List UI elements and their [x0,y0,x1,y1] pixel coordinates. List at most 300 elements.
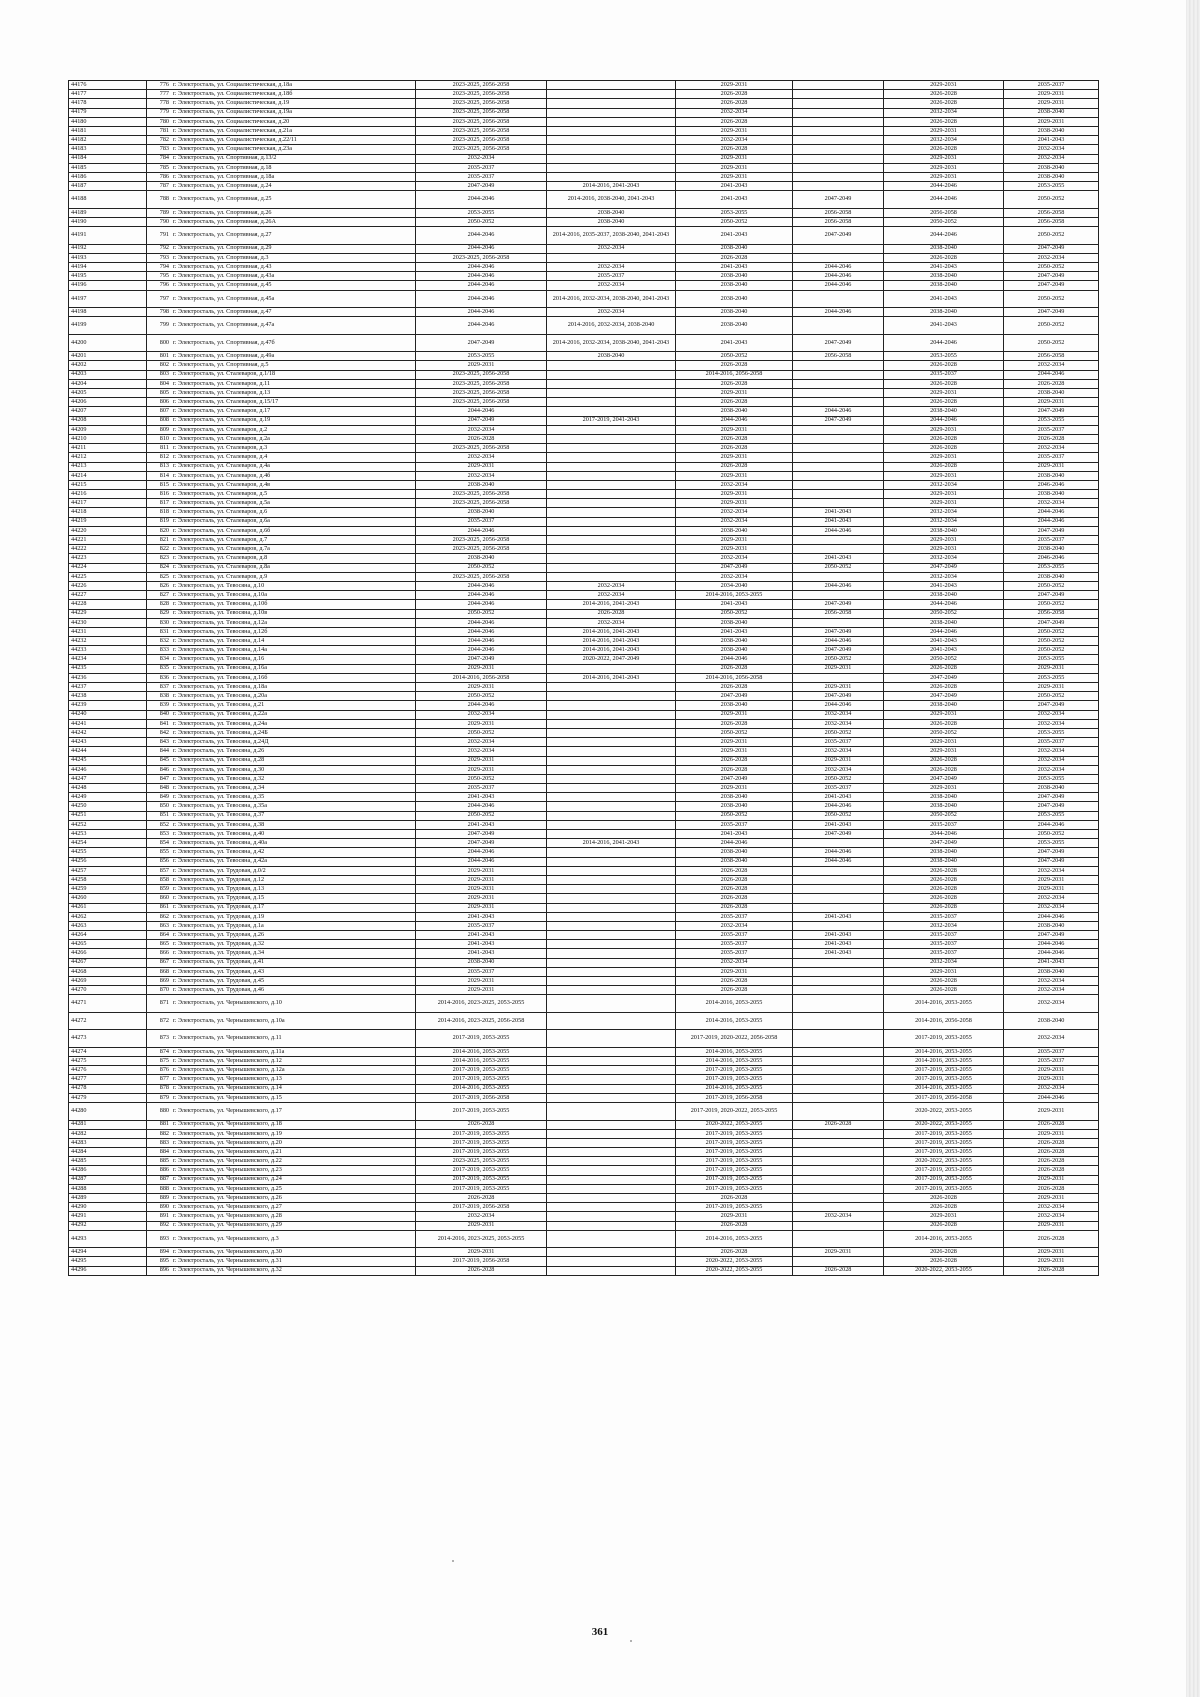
row-id-cell: 44232 [69,637,147,646]
period-cell-2 [547,931,676,940]
row-number-cell: 833 [147,646,172,655]
table-row [69,398,1099,407]
period-cell-2 [547,453,676,462]
period-cell-1: 2041-2043 [416,931,547,940]
table-row [69,379,1099,388]
row-number-cell: 790 [147,217,172,226]
period-cell-3: 2038-2040 [676,793,793,802]
period-cell-6: 2050-2052 [1004,692,1099,701]
period-cell-2 [547,1120,676,1129]
period-cell-3: 2026-2028 [676,145,793,154]
row-number-cell: 784 [147,154,172,163]
period-cell-6: 2029-2031 [1004,875,1099,884]
table-row [69,1129,1099,1138]
period-cell-6: 2047-2049 [1004,802,1099,811]
period-cell-2 [547,1047,676,1056]
period-cell-6: 2056-2058 [1004,217,1099,226]
period-cell-4: 2032-2034 [793,765,884,774]
period-cell-1: 2044-2046 [416,244,547,253]
row-number-cell: 889 [147,1194,172,1203]
period-cell-3: 2026-2028 [676,434,793,443]
table-row [69,627,1099,636]
address-cell: г. Электросталь, ул. Тевосяна, д.37 [171,811,416,820]
row-id-cell: 44200 [69,334,147,352]
period-cell-4: 2047-2049 [793,627,884,636]
period-cell-6: 2032-2034 [1004,710,1099,719]
address-cell: г. Электросталь, ул. Чернышевского, д.25 [171,1184,416,1193]
row-number-cell: 843 [147,738,172,747]
period-cell-3: 2038-2040 [676,290,793,308]
table-row [69,600,1099,609]
period-cell-5: 2038-2040 [884,308,1004,317]
period-cell-3: 2041-2043 [676,334,793,352]
period-cell-6: 2032-2034 [1004,154,1099,163]
row-number-cell: 848 [147,784,172,793]
row-id-cell: 44249 [69,793,147,802]
address-cell: г. Электросталь, ул. Трудовая, д.15 [171,894,416,903]
period-cell-3: 2032-2034 [676,958,793,967]
period-cell-4: 2041-2043 [793,508,884,517]
table-row [69,857,1099,866]
period-cell-4: 2041-2043 [793,554,884,563]
period-cell-6: 2026-2028 [1004,1120,1099,1129]
period-cell-1: 2035-2037 [416,163,547,172]
period-cell-2 [547,1093,676,1102]
period-cell-3: 2038-2040 [676,281,793,290]
period-cell-3: 2026-2028 [676,1194,793,1203]
period-cell-6: 2035-2037 [1004,536,1099,545]
table-row [69,1138,1099,1147]
address-cell: г. Электросталь, ул. Социалистическая, д.20 [171,117,416,126]
row-number-cell: 862 [147,912,172,921]
period-cell-3: 2029-2031 [676,1212,793,1221]
table-row [69,126,1099,135]
row-id-cell: 44206 [69,398,147,407]
period-cell-2 [547,108,676,117]
period-cell-4: 2050-2052 [793,811,884,820]
row-id-cell: 44283 [69,1138,147,1147]
row-number-cell: 780 [147,117,172,126]
table-row [69,1203,1099,1212]
period-cell-2 [547,90,676,99]
period-cell-4 [793,389,884,398]
period-cell-5: 2026-2028 [884,1194,1004,1203]
period-cell-5: 2026-2028 [884,903,1004,912]
period-cell-5: 2041-2043 [884,317,1004,335]
row-number-cell: 804 [147,379,172,388]
period-cell-6: 2050-2052 [1004,600,1099,609]
period-cell-6: 2029-2031 [1004,1075,1099,1084]
period-cell-1: 2035-2037 [416,172,547,181]
table-row [69,1266,1099,1275]
period-cell-5: 2014-2016, 2053-2055 [884,1084,1004,1093]
address-cell: г. Электросталь, ул. Спортивная, д.25 [171,191,416,209]
row-id-cell: 44194 [69,263,147,272]
row-id-cell: 44199 [69,317,147,335]
address-cell: г. Электросталь, ул. Трудовая, д.45 [171,977,416,986]
period-cell-2 [547,163,676,172]
row-id-cell: 44176 [69,81,147,90]
period-cell-4: 2041-2043 [793,820,884,829]
period-cell-4: 2041-2043 [793,912,884,921]
period-cell-1: 2032-2034 [416,471,547,480]
row-number-cell: 892 [147,1221,172,1230]
table-row [69,389,1099,398]
row-id-cell: 44212 [69,453,147,462]
table-row [69,683,1099,692]
address-cell: г. Электросталь, ул. Тевосяна, д.35 [171,793,416,802]
period-cell-4 [793,1093,884,1102]
row-id-cell: 44258 [69,875,147,884]
period-cell-6: 2038-2040 [1004,471,1099,480]
period-cell-5: 2017-2019, 2053-2055 [884,1129,1004,1138]
period-cell-2: 2032-2034 [547,281,676,290]
period-cell-4: 2032-2034 [793,1212,884,1221]
row-id-cell: 44262 [69,912,147,921]
period-cell-3: 2047-2049 [676,774,793,783]
period-cell-3: 2029-2031 [676,453,793,462]
row-id-cell: 44216 [69,490,147,499]
period-cell-3: 2035-2037 [676,949,793,958]
row-id-cell: 44277 [69,1075,147,1084]
address-cell: г. Электросталь, ул. Тевосяна, д.24а [171,719,416,728]
table-row [69,986,1099,995]
period-cell-4 [793,145,884,154]
period-cell-4: 2056-2058 [793,208,884,217]
period-cell-6: 2038-2040 [1004,572,1099,581]
period-cell-3: 2029-2031 [676,747,793,756]
period-cell-5: 2044-2046 [884,334,1004,352]
period-cell-2 [547,1194,676,1203]
row-id-cell: 44256 [69,857,147,866]
period-cell-2 [547,793,676,802]
period-cell-4 [793,1057,884,1066]
period-cell-4: 2044-2046 [793,308,884,317]
period-cell-3: 2032-2034 [676,921,793,930]
address-cell: г. Электросталь, ул. Тевосяна, д.24Б [171,728,416,737]
row-id-cell: 44177 [69,90,147,99]
period-cell-6: 2032-2034 [1004,499,1099,508]
row-number-cell: 830 [147,618,172,627]
address-cell: г. Электросталь, ул. Тевосяна, д.10а [171,591,416,600]
period-cell-2 [547,1084,676,1093]
period-cell-5: 2029-2031 [884,453,1004,462]
table-row [69,958,1099,967]
period-cell-1: 2023-2025, 2056-2058 [416,90,547,99]
period-cell-4 [793,839,884,848]
address-cell: г. Электросталь, ул. Сталеваров, д.5 [171,490,416,499]
period-cell-5: 2038-2040 [884,793,1004,802]
row-number-cell: 836 [147,673,172,682]
period-cell-3: 2041-2043 [676,191,793,209]
period-cell-2 [547,811,676,820]
period-cell-1: 2035-2037 [416,921,547,930]
period-cell-5: 2038-2040 [884,802,1004,811]
period-cell-3: 2034-2040 [676,581,793,590]
period-cell-3: 2038-2040 [676,618,793,627]
period-cell-1: 2026-2028 [416,434,547,443]
address-cell: г. Электросталь, ул. Чернышевского, д.26 [171,1194,416,1203]
row-number-cell: 857 [147,866,172,875]
period-cell-3: 2038-2040 [676,308,793,317]
row-id-cell: 44221 [69,536,147,545]
period-cell-6: 2046-2046 [1004,480,1099,489]
address-cell: г. Электросталь, ул. Чернышевского, д.23 [171,1166,416,1175]
period-cell-6: 2038-2040 [1004,163,1099,172]
row-number-cell: 844 [147,747,172,756]
row-id-cell: 44270 [69,986,147,995]
period-cell-6: 2047-2049 [1004,701,1099,710]
row-id-cell: 44227 [69,591,147,600]
period-cell-1: 2029-2031 [416,1221,547,1230]
period-cell-2 [547,154,676,163]
period-cell-6: 2053-2055 [1004,563,1099,572]
period-cell-3: 2029-2031 [676,545,793,554]
period-cell-6: 2044-2046 [1004,517,1099,526]
period-cell-6: 2050-2052 [1004,581,1099,590]
row-id-cell: 44287 [69,1175,147,1184]
address-cell: г. Электросталь, ул. Сталеваров, д.5а [171,499,416,508]
period-cell-5: 2029-2031 [884,154,1004,163]
table-row [69,572,1099,581]
period-cell-1: 2044-2046 [416,227,547,245]
table-row [69,508,1099,517]
address-cell: г. Электросталь, ул. Тевосяна, д.14 [171,637,416,646]
period-cell-3: 2020-2022, 2053-2055 [676,1257,793,1266]
row-id-cell: 44293 [69,1230,147,1248]
period-cell-1: 2017-2019, 2053-2055 [416,1103,547,1121]
row-id-cell: 44246 [69,765,147,774]
period-cell-1: 2023-2025, 2056-2058 [416,145,547,154]
address-cell: г. Электросталь, ул. Тевосяна, д.40а [171,839,416,848]
period-cell-4: 2044-2046 [793,857,884,866]
period-cell-1: 2029-2031 [416,866,547,875]
period-cell-3: 2047-2049 [676,692,793,701]
row-id-cell: 44257 [69,866,147,875]
table-row [69,591,1099,600]
row-number-cell: 838 [147,692,172,701]
row-number-cell: 829 [147,609,172,618]
period-cell-4: 2044-2046 [793,848,884,857]
address-cell: г. Электросталь, ул. Спортивная, д.5 [171,361,416,370]
address-cell: г. Электросталь, ул. Трудовая, д.12 [171,875,416,884]
period-cell-6: 2026-2028 [1004,1166,1099,1175]
period-cell-1: 2041-2043 [416,940,547,949]
row-number-cell: 881 [147,1120,172,1129]
row-id-cell: 44292 [69,1221,147,1230]
period-cell-4 [793,499,884,508]
row-number-cell: 895 [147,1257,172,1266]
row-id-cell: 44275 [69,1057,147,1066]
period-cell-4 [793,471,884,480]
period-cell-2: 2014-2016, 2041-2043 [547,646,676,655]
period-cell-2: 2014-2016, 2032-2034, 2038-2040, 2041-2043 [547,334,676,352]
period-cell-3: 2038-2040 [676,244,793,253]
period-cell-3: 2029-2031 [676,471,793,480]
period-cell-6: 2026-2028 [1004,379,1099,388]
period-cell-1: 2044-2046 [416,526,547,535]
period-cell-4: 2047-2049 [793,334,884,352]
row-id-cell: 44208 [69,416,147,425]
period-cell-4 [793,673,884,682]
address-cell: г. Электросталь, ул. Тевосяна, д.14а [171,646,416,655]
period-cell-5: 2038-2040 [884,244,1004,253]
period-cell-5: 2029-2031 [884,81,1004,90]
period-cell-5: 2014-2016, 2053-2055 [884,995,1004,1013]
period-cell-1: 2023-2025, 2056-2058 [416,253,547,262]
address-cell: г. Электросталь, ул. Сталеваров, д.1/18 [171,370,416,379]
period-cell-1: 2023-2025, 2056-2058 [416,379,547,388]
period-cell-6: 2032-2034 [1004,986,1099,995]
period-cell-3: 2026-2028 [676,462,793,471]
period-cell-1: 2047-2049 [416,839,547,848]
period-cell-6: 2029-2031 [1004,1066,1099,1075]
address-cell: г. Электросталь, ул. Трудовая, д.32 [171,940,416,949]
period-cell-6: 2029-2031 [1004,683,1099,692]
table-row [69,145,1099,154]
period-cell-5: 2041-2043 [884,637,1004,646]
period-cell-1: 2029-2031 [416,719,547,728]
period-cell-5: 2035-2037 [884,912,1004,921]
period-cell-6: 2032-2034 [1004,747,1099,756]
address-cell: г. Электросталь, ул. Тевосяна, д.28 [171,756,416,765]
table-row [69,1175,1099,1184]
period-cell-3: 2029-2031 [676,172,793,181]
period-cell-5: 2017-2019, 2053-2055 [884,1184,1004,1193]
period-cell-5: 2050-2052 [884,217,1004,226]
period-cell-2 [547,1203,676,1212]
address-cell: г. Электросталь, ул. Сталеваров, д.3 [171,444,416,453]
period-cell-4: 2029-2031 [793,664,884,673]
row-number-cell: 820 [147,526,172,535]
period-cell-3: 2038-2040 [676,272,793,281]
period-cell-6: 2044-2046 [1004,912,1099,921]
row-id-cell: 44184 [69,154,147,163]
table-row [69,1257,1099,1266]
row-number-cell: 863 [147,921,172,930]
row-number-cell: 853 [147,830,172,839]
period-cell-5: 2029-2031 [884,126,1004,135]
period-cell-1: 2050-2052 [416,217,547,226]
period-cell-3: 2014-2016, 2056-2058 [676,673,793,682]
period-cell-4 [793,126,884,135]
period-cell-1: 2044-2046 [416,701,547,710]
period-cell-1: 2035-2037 [416,967,547,976]
period-cell-2 [547,683,676,692]
row-number-cell: 789 [147,208,172,217]
period-cell-5: 2047-2049 [884,692,1004,701]
period-cell-3: 2050-2052 [676,811,793,820]
row-number-cell: 815 [147,480,172,489]
period-cell-1: 2014-2016, 2053-2055 [416,1057,547,1066]
period-cell-4 [793,1075,884,1084]
table-row [69,526,1099,535]
row-number-cell: 845 [147,756,172,765]
period-cell-3: 2020-2022, 2053-2055 [676,1266,793,1275]
period-cell-5: 2026-2028 [884,361,1004,370]
period-cell-6: 2053-2055 [1004,811,1099,820]
period-cell-4: 2056-2058 [793,352,884,361]
period-cell-2 [547,894,676,903]
row-number-cell: 868 [147,967,172,976]
row-id-cell: 44245 [69,756,147,765]
period-cell-2: 2032-2034 [547,591,676,600]
row-id-cell: 44244 [69,747,147,756]
period-cell-5: 2038-2040 [884,701,1004,710]
period-cell-6: 2032-2034 [1004,145,1099,154]
address-cell: г. Электросталь, ул. Спортивная, д.27 [171,227,416,245]
period-cell-3: 2050-2052 [676,728,793,737]
row-number-cell: 856 [147,857,172,866]
row-number-cell: 849 [147,793,172,802]
row-id-cell: 44188 [69,191,147,209]
period-cell-3: 2038-2040 [676,526,793,535]
period-cell-3: 2032-2034 [676,554,793,563]
table-row [69,425,1099,434]
period-cell-3: 2014-2016, 2053-2055 [676,1230,793,1248]
period-cell-4 [793,995,884,1013]
period-cell-4 [793,591,884,600]
table-row [69,370,1099,379]
period-cell-6: 2044-2046 [1004,370,1099,379]
row-id-cell: 44201 [69,352,147,361]
row-number-cell: 828 [147,600,172,609]
row-number-cell: 791 [147,227,172,245]
period-cell-6: 2053-2055 [1004,774,1099,783]
period-cell-1: 2044-2046 [416,308,547,317]
period-cell-3: 2044-2046 [676,416,793,425]
period-cell-3: 2041-2043 [676,227,793,245]
row-id-cell: 44220 [69,526,147,535]
row-id-cell: 44290 [69,1203,147,1212]
period-cell-2: 2032-2034 [547,581,676,590]
period-cell-6: 2044-2046 [1004,949,1099,958]
period-cell-3: 2017-2019, 2053-2055 [676,1184,793,1193]
period-cell-3: 2026-2028 [676,1221,793,1230]
table-row [69,81,1099,90]
row-id-cell: 44224 [69,563,147,572]
period-cell-2 [547,967,676,976]
row-id-cell: 44250 [69,802,147,811]
table-row [69,517,1099,526]
row-id-cell: 44268 [69,967,147,976]
period-cell-1: 2041-2043 [416,820,547,829]
row-number-cell: 835 [147,664,172,673]
table-row [69,163,1099,172]
row-id-cell: 44237 [69,683,147,692]
row-id-cell: 44222 [69,545,147,554]
period-cell-5: 2014-2016, 2053-2055 [884,1047,1004,1056]
period-cell-3: 2017-2019, 2053-2055 [676,1175,793,1184]
period-cell-6: 2044-2046 [1004,1093,1099,1102]
table-row [69,554,1099,563]
period-cell-1: 2023-2025, 2056-2058 [416,370,547,379]
period-cell-5: 2035-2037 [884,820,1004,829]
period-cell-6: 2053-2055 [1004,416,1099,425]
address-cell: г. Электросталь, ул. Тевосяна, д.34 [171,784,416,793]
period-cell-2 [547,499,676,508]
table-row [69,820,1099,829]
period-cell-5: 2026-2028 [884,1203,1004,1212]
period-cell-6: 2026-2028 [1004,1230,1099,1248]
period-cell-1: 2035-2037 [416,784,547,793]
period-cell-3: 2026-2028 [676,719,793,728]
table-row [69,1120,1099,1129]
period-cell-5: 2032-2034 [884,480,1004,489]
row-number-cell: 840 [147,710,172,719]
table-row [69,1166,1099,1175]
period-cell-2 [547,517,676,526]
